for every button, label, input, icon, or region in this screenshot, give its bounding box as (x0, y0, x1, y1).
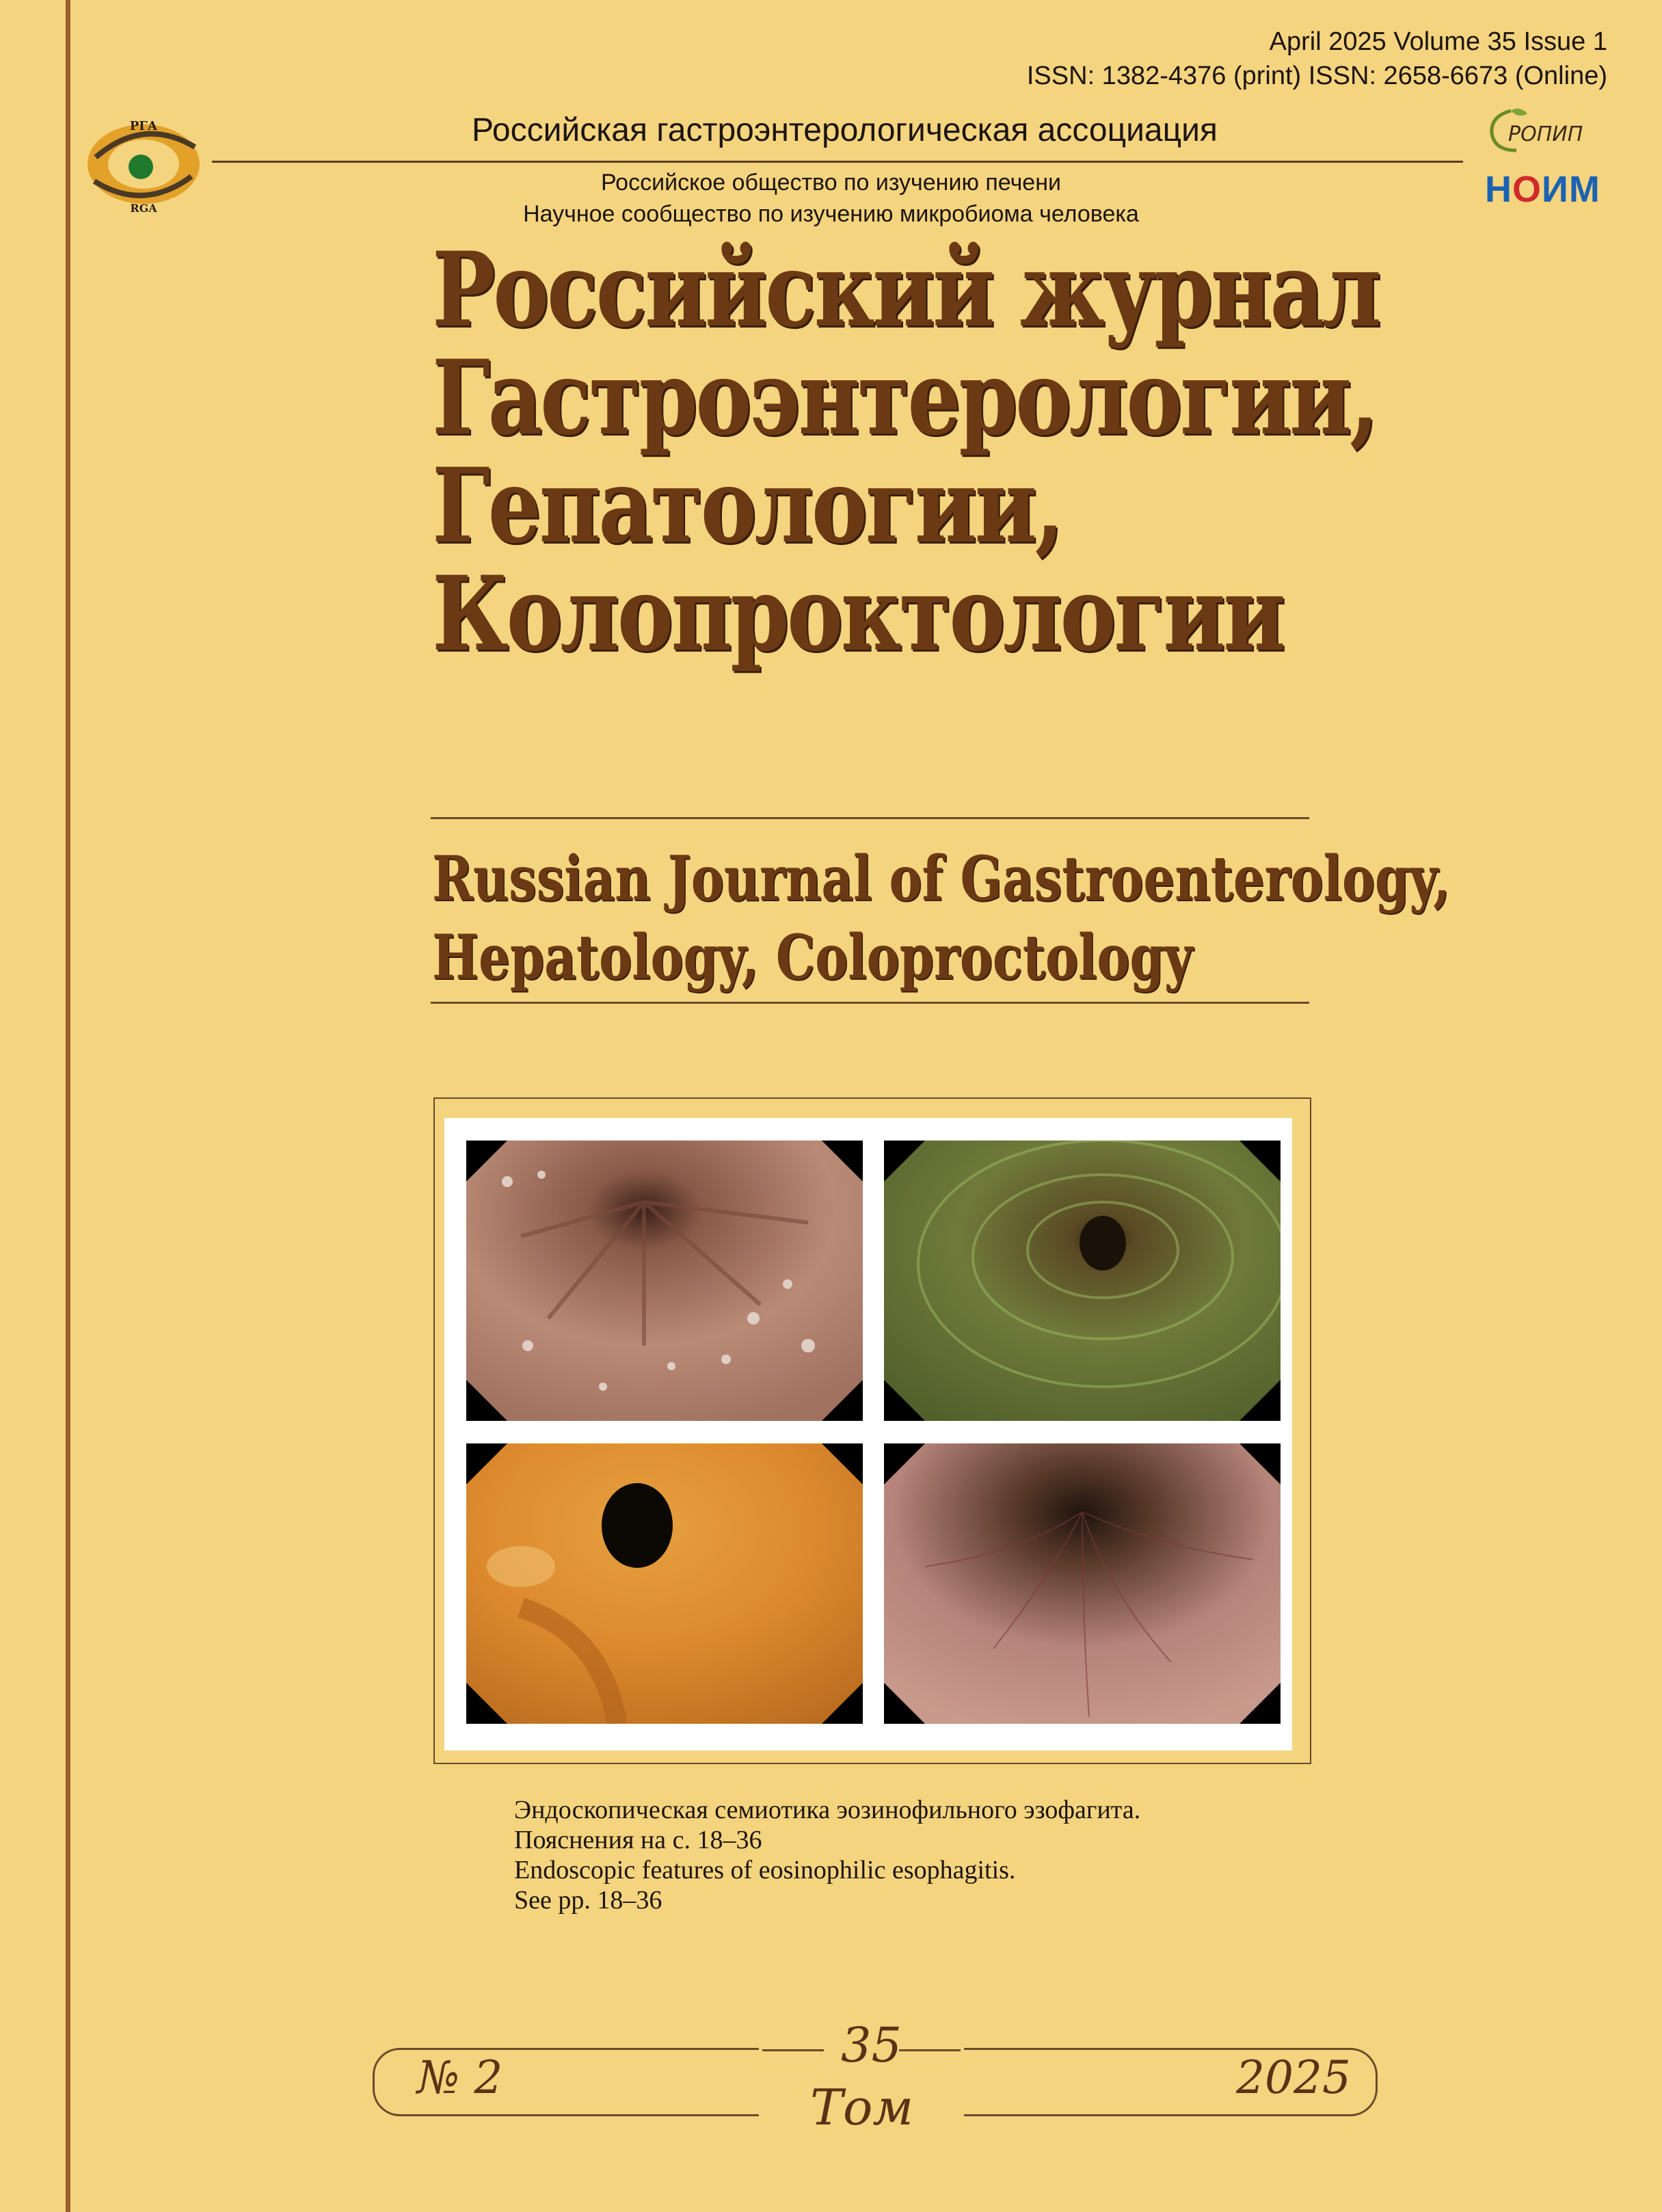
endoscopy-figure-panel (444, 1118, 1292, 1750)
svg-text:RGA: RGA (130, 202, 157, 215)
issue-year: 2025 (1236, 2051, 1351, 2104)
caption-ru-line-2: Пояснения на с. 18–36 (514, 1826, 762, 1854)
title-en-line-1: Russian Journal of Gastroenterology, (432, 842, 1451, 915)
title-en-line-2: Hepatology, Coloproctology (432, 921, 1193, 994)
title-ru-line-4: Колопроктологии (432, 554, 1284, 674)
noim-logo: НОИМ (1485, 169, 1600, 210)
caption-ru-line-1: Эндоскопическая семиотика эозинофильного эзофагита. (514, 1796, 1141, 1824)
left-vertical-rule (66, 0, 70, 2212)
figure-caption (514, 1795, 1140, 1915)
endoscopy-image-1 (466, 1141, 863, 1421)
society-microbiome: Научное сообщество по изучению микробиома человека (523, 201, 1139, 227)
issue-number: № 2 (417, 2051, 503, 2104)
volume-number: 35 (841, 2017, 902, 2073)
volume-rule-right (899, 2049, 961, 2051)
journal-title-en (432, 840, 1450, 997)
issue-line: April 2025 Volume 35 Issue 1 (1269, 27, 1607, 56)
ropip-logo (1484, 103, 1607, 157)
title-ru-line-2: Гастроэнтерологии, (432, 338, 1377, 458)
endoscopy-image-3 (466, 1443, 863, 1724)
endoscopy-image-2 (884, 1141, 1281, 1421)
endoscopy-image-4 (884, 1443, 1281, 1724)
association-name: Российская гастроэнтерологическая ассоциация (472, 112, 1218, 148)
svg-text:РОПИП: РОПИП (1508, 122, 1583, 146)
title-divider-top (431, 817, 1309, 819)
society-liver: Российское общество по изучению печени (601, 170, 1061, 196)
title-divider-bottom (431, 1002, 1309, 1004)
caption-en-line-1: Endoscopic features of eosinophilic esophagitis. (514, 1856, 1016, 1884)
volume-word: Том (810, 2079, 914, 2136)
journal-title-ru (432, 230, 1413, 674)
title-ru-line-3: Гепатологии, (432, 446, 1062, 566)
volume-rule-left (762, 2049, 824, 2051)
issn-line: ISSN: 1382-4376 (print) ISSN: 2658-6673 (Online) (1026, 62, 1607, 90)
header-rule (212, 161, 1463, 163)
caption-en-line-2: See pp. 18–36 (514, 1886, 662, 1915)
svg-text:РГА: РГА (129, 119, 158, 133)
title-ru-line-1: Российский журнал (432, 230, 1380, 350)
